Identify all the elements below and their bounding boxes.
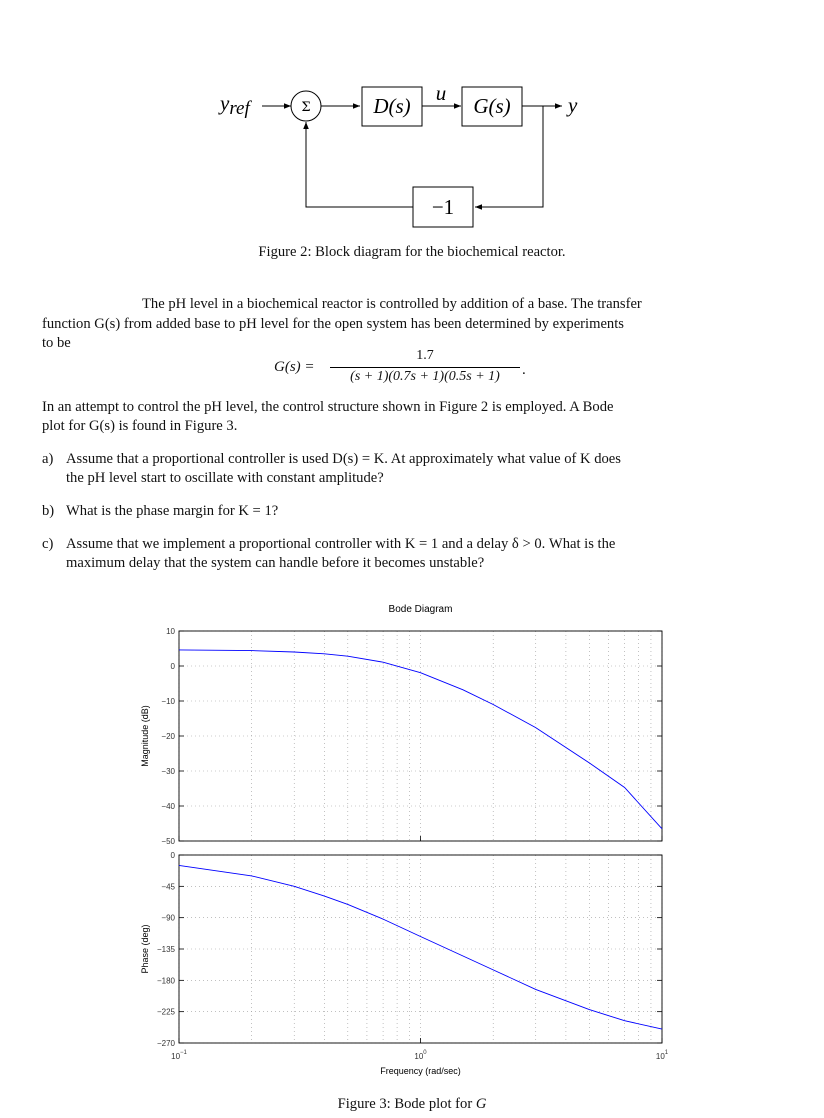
question-b (42, 502, 762, 522)
phase-ytick-label: −180 (156, 976, 175, 986)
question-c (42, 535, 762, 575)
equation-end: . (522, 362, 526, 378)
phase-ytick-label: 0 (170, 851, 175, 860)
label-plant: G(s) (473, 94, 511, 118)
para2-line1: In an attempt to control the pH level, the control structure shown in Figure 2 is employed. A Bode (42, 399, 614, 415)
label-output: y (568, 93, 578, 117)
label-feedback: −1 (431, 195, 455, 219)
question-a-line2: the pH level start to oscillate with constant amplitude? (66, 470, 384, 486)
question-b-line1: What is the phase margin for K = 1? (66, 503, 279, 519)
phase-ylabel: Phase (deg) (140, 924, 150, 974)
label-signal-u: u (435, 81, 447, 105)
label-sum: Σ (301, 100, 311, 115)
magnitude-ytick-label: 0 (170, 662, 175, 671)
label-controller: D(s) (373, 94, 411, 118)
question-a (42, 450, 762, 490)
phase-ytick-label: −135 (156, 945, 175, 954)
phase-ytick-label: −270 (156, 1039, 175, 1048)
phase-ytick-label: −90 (161, 913, 175, 923)
wire-feedback-to-sum (306, 122, 413, 207)
label-yref: yref (220, 91, 250, 119)
xtick-label: $10^0$ (414, 1050, 427, 1061)
phase-ytick-label: −45 (161, 882, 175, 892)
question-b-label: b) (42, 503, 55, 519)
magnitude-ytick-label: −50 (161, 837, 175, 846)
figure3-caption-var: G (475, 1096, 487, 1112)
bode-diagram (0, 590, 824, 1090)
question-c-label: c) (42, 536, 54, 552)
equation-lhs: G(s) = (274, 359, 315, 375)
magnitude-ytick-label: −10 (161, 697, 175, 706)
question-c-line2: maximum delay that the system can handle before it becomes unstable? (66, 555, 485, 571)
equation-denominator: (s + 1)(0.7s + 1)(0.5s + 1) (350, 369, 500, 384)
para2-line2: plot for G(s) is found in Figure 3. (42, 418, 238, 434)
question-a-label: a) (42, 451, 54, 467)
para1-line3: to be (42, 335, 71, 351)
figure3-caption-prefix: Figure 3: Bode plot for (337, 1096, 473, 1112)
figure3-caption (0, 1096, 824, 1113)
phase-ytick-label: −225 (156, 1007, 175, 1017)
para1-line1: The pH level in a biochemical reactor is controlled by addition of a base. The transfer (142, 296, 642, 312)
para1-line2: function G(s) from added base to pH level for the open system has been determined by experiments (42, 316, 624, 332)
bode-title: Bode Diagram (388, 604, 453, 615)
bode-xlabel: Frequency (rad/sec) (380, 1066, 461, 1076)
equation-numerator: 1.7 (416, 348, 434, 363)
figure2-caption: Figure 2: Block diagram for the biochemical reactor. (258, 244, 566, 260)
magnitude-ytick-label: 10 (166, 627, 175, 636)
magnitude-ytick-label: −30 (161, 767, 175, 776)
block-diagram (0, 0, 824, 240)
magnitude-ylabel: Magnitude (dB) (140, 705, 150, 767)
question-c-line1: Assume that we implement a proportional controller with K = 1 and a delay δ > 0. What is the (66, 536, 616, 552)
xtick-label: $10^1$ (655, 1050, 669, 1061)
magnitude-ytick-label: −20 (161, 732, 175, 741)
question-a-line1: Assume that a proportional controller is used D(s) = K. At approximately what value of K does (66, 451, 621, 467)
xtick-label: $10^{-1}$ (171, 1050, 187, 1061)
magnitude-ytick-label: −40 (161, 802, 175, 811)
equation-fraction-bar (330, 367, 520, 368)
